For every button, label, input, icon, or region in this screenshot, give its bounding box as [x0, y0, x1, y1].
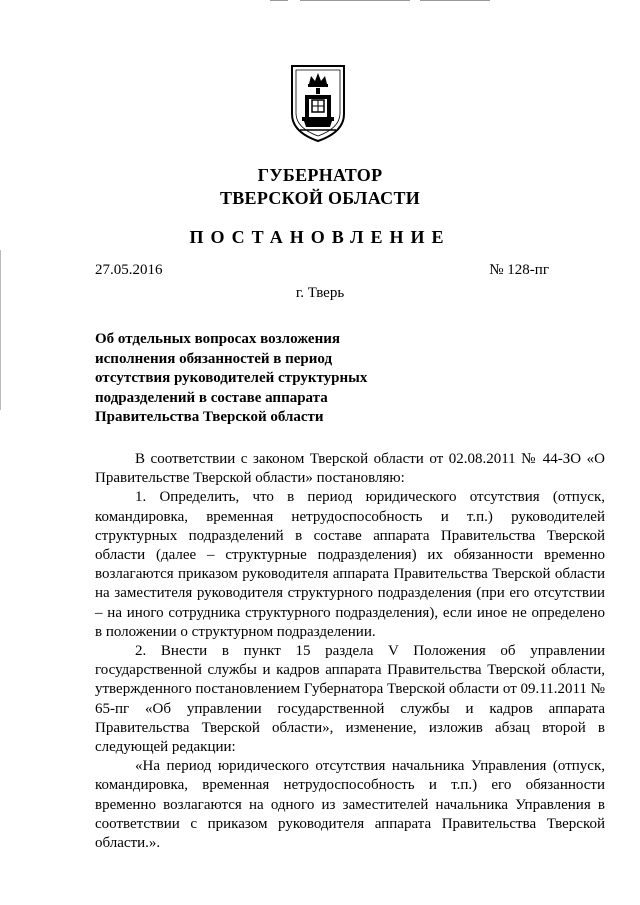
document-date: 27.05.2016: [95, 262, 163, 278]
body-paragraph: «На период юридического отсутствия начальника Управления (отпуск, командировка, временная нетрудоспособность и т.п.) его обязанности временно возлагаются на одного из заместителей начальника Управления в соответствии с приказом руководителя аппарата Правительства Тверской области.».: [95, 758, 605, 852]
coat-of-arms-icon: [288, 62, 348, 144]
document-city: г. Тверь: [295, 285, 345, 301]
body-paragraph: В соответствии с законом Тверской области от 02.08.2011 № 44-ЗО «О Правительстве Тверской области» постановляю:: [95, 451, 605, 487]
body-paragraph: 1. Определить, что в период юридического отсутствия (отпуск, командировка, временная нетрудоспособность и т.п.) руководителей структурных подразделений в составе аппарата Правительства Тверской области (далее – структурные подразделения) их обязанности временно возлагаются приказом руководителя аппарата Правительства Тверской области на заместителя руководителя структурного подразделения (при его отсутствии – на иного сотрудника структурного подразделения), если иное не определено в положении о структурном подразделении.: [95, 489, 605, 640]
scan-artifact: [270, 0, 288, 1]
scan-artifact: [300, 0, 410, 1]
authority-region: ТВЕРСКОЙ ОБЛАСТИ: [219, 188, 421, 208]
body-paragraph: 2. Внести в пункт 15 раздела V Положения об управлении государственной службы и кадров аппарата Правительства Тверской области, утвержденного постановлением Губернатора Тверской области от 09.11.2011 № 65-пг «Об управлении государственной службы и кадров аппарата Правительства Тверской области», изменение, изложив абзац второй в следующей редакции:: [95, 643, 605, 756]
document-subject: Об отдельных вопросах возложения исполнения обязанностей в период отсутствия руководителей структурных подразделений в составе аппарата Правительства Тверской области: [95, 331, 368, 425]
document-type: ПОСТАНОВЛЕНИЕ: [189, 227, 451, 247]
document-number: № 128-пг: [489, 262, 549, 278]
authority-title: ГУБЕРНАТОР: [257, 165, 383, 185]
scan-edge: [0, 250, 1, 410]
document-body: [95, 450, 605, 853]
scan-artifact: [420, 0, 490, 1]
